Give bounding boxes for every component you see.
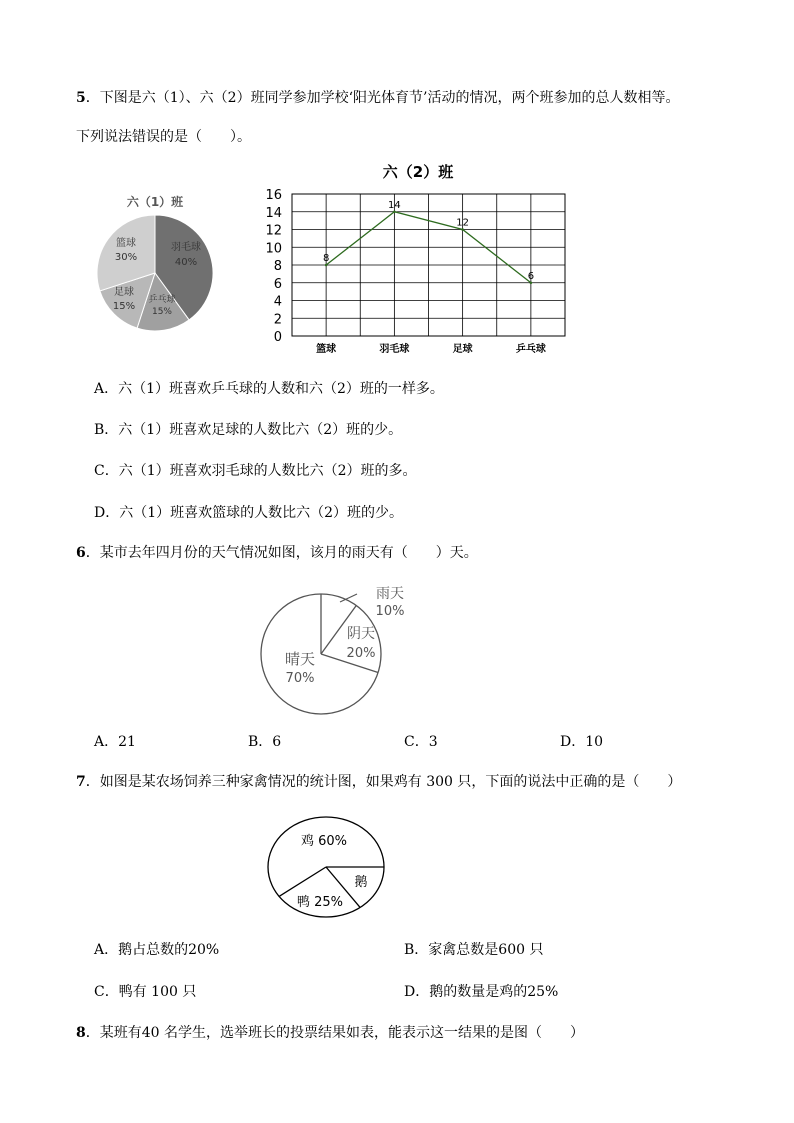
q6-option-a: A．21 [94, 734, 136, 750]
pie-boundary-line [279, 867, 326, 896]
question-7-number: 7 [76, 774, 86, 790]
x-tick-label: 篮球 [316, 344, 337, 355]
sunny-label: 晴天 [284, 650, 316, 668]
q5-option-d: D．六（1）班喜欢篮球的人数比六（2）班的少。 [94, 505, 404, 521]
data-label: 12 [456, 217, 469, 229]
q5-option-a: A．六（1）班喜欢乒乓球的人数和六（2）班的一样多。 [94, 381, 444, 397]
x-tick-label: 羽毛球 [379, 344, 410, 355]
q5-option-c: C．六（1）班喜欢羽毛球的人数比六（2）班的多。 [94, 463, 417, 479]
pie1-value-badminton: 40% [174, 257, 198, 268]
duck-label: 鸭 25% [296, 895, 344, 910]
x-tick-label: 足球 [452, 344, 473, 355]
y-tick-label: 14 [265, 205, 282, 221]
rainy-value: 10% [375, 604, 405, 619]
data-label: 6 [527, 270, 535, 282]
y-tick-label: 4 [273, 294, 282, 310]
question-6-number: 6 [76, 545, 86, 561]
q6-option-b: B．6 [248, 734, 282, 750]
q5-option-b: B．六（1）班喜欢足球的人数比六（2）班的少。 [94, 422, 403, 438]
question-7-text: ．如图是某农场饲养三种家禽情况的统计图，如果鸡有 300 只，下面的说法中正确的是（ ） [85, 774, 682, 790]
q7-option-c: C．鸭有 100 只 [94, 984, 197, 1000]
question-8-stem [76, 1024, 584, 1042]
data-label: 14 [388, 199, 401, 211]
q7-option-b: B．家禽总数是600 只 [404, 942, 544, 958]
cloudy-label: 阴天 [347, 626, 375, 642]
line-chart-title: 六（2）班 [382, 163, 454, 181]
y-tick-label: 6 [273, 276, 282, 292]
rainy-label: 雨天 [376, 586, 404, 602]
question-8-text: ．某班有40 名学生，选举班长的投票结果如表，能表示这一结果的是图（ ） [85, 1025, 585, 1041]
y-tick-label: 10 [265, 241, 282, 257]
y-tick-label: 2 [273, 312, 282, 328]
pie1-label-badminton: 羽毛球 [171, 242, 201, 253]
q6-option-c: C．3 [404, 734, 438, 750]
pie1-value-basketball: 30% [114, 252, 138, 263]
pie1-title: 六（1）班 [126, 195, 184, 209]
question-5-line1: ．下图是六（1）、六（2）班同学参加学校‘阳光体育节’活动的情况，两个班参加的总人数相等。 [85, 90, 680, 106]
q7-option-a: A．鹅占总数的20% [94, 942, 220, 958]
pie1-label-pingpong: 乒乓球 [148, 295, 176, 305]
x-tick-label: 乒乓球 [515, 344, 546, 355]
question-6-text: ．某市去年四月份的天气情况如图，该月的雨天有（ ）天。 [85, 545, 478, 561]
q7-option-d: D．鹅的数量是鸡的25% [404, 984, 559, 1000]
q6-option-d: D．10 [560, 734, 604, 750]
chicken-label: 鸡 60% [300, 834, 348, 849]
pie1-label-basketball: 篮球 [116, 238, 136, 249]
y-tick-label: 0 [273, 330, 282, 345]
question-5-line2: 下列说法错误的是（ ）。 [76, 129, 251, 145]
sunny-value: 70% [285, 671, 315, 686]
question-8-number: 8 [76, 1025, 86, 1041]
y-tick-label: 16 [265, 188, 282, 203]
question-5-number: 5 [76, 90, 86, 106]
data-label: 8 [322, 253, 330, 264]
pie1-label-football: 足球 [114, 287, 134, 298]
y-tick-label: 12 [265, 223, 282, 239]
goose-label: 鹅 [354, 875, 368, 890]
y-tick-label: 8 [273, 259, 282, 274]
cloudy-value: 20% [346, 646, 376, 661]
pie1-value-football: 15% [112, 301, 136, 312]
pie1-value-pingpong: 15% [151, 307, 173, 317]
